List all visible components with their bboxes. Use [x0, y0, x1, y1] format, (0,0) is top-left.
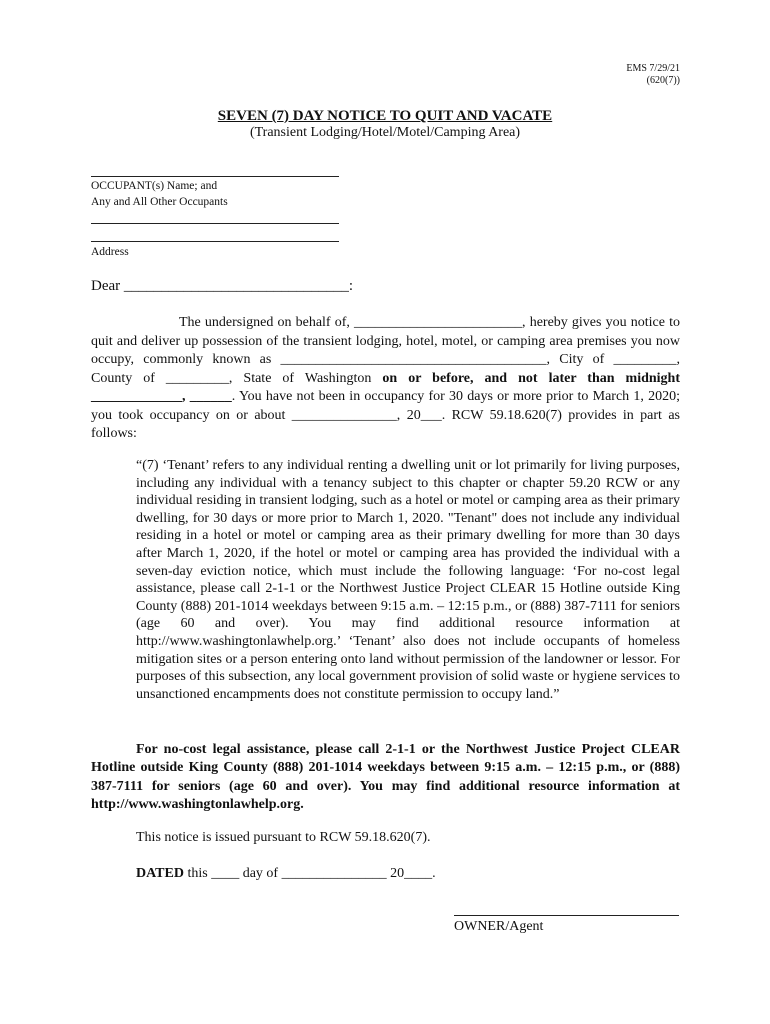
occupant-name-line [91, 176, 339, 177]
address-line-2 [91, 241, 339, 242]
signature-label: OWNER/Agent [454, 919, 544, 934]
document-title: SEVEN (7) DAY NOTICE TO QUIT AND VACATE [217, 108, 553, 124]
dated-label: DATED [136, 866, 184, 881]
rcw-quote: “(7) ‘Tenant’ refers to any individual renting a dwelling unit or lot primarily for living purposes, including any individual with a tenancy subject to this chapter or chapter 59.20 RCW or any individual residing in transient lodging, such as a hotel or motel or camping area as their primary dwelling, for 30 days or more prior to March 1, 2020. "Tenant" does not include any individual residing in a hotel or motel or camping area as their primary dwelling for more than 30 days after March 1, 2020, if the hotel or motel or camping area has provided the individual with a seven-day eviction notice, which must include the following language: ‘For no-cost legal assistance, please call 2-1-1 or the Northwest Justice Project CLEAR 15 Hotline outside King County (888) 201-1014 weekdays between 9:15 a.m. – 12:15 p.m., or (888) 387-7111 for seniors (age 60 and over). You may find additional resource information at http://www.washingtonlawhelp.org.’ ‘Tenant’ also does not include occupants of homeless mitigation sites or a person entering onto land without permission of the landowner or lessor. For purposes of this subsection, any local government provision of solid waste or hygiene services to unsanctioned encampments does not constitute permission to occupy land.” [136, 458, 680, 702]
form-code: EMS 7/29/21 [626, 63, 680, 74]
legal-assistance-paragraph [91, 741, 680, 814]
form-reference [626, 63, 680, 87]
notice-text-1: The undersigned on behalf of, ________________________, hereby gives you notice to quit and deliver up possession of the transient lodging, hotel, motel, or camping area premises you now occupy, commonly known as ______________________________________, City of _________, County of _________, State of Washington [91, 315, 680, 386]
occupant-label [91, 178, 228, 210]
address-label: Address [91, 246, 129, 258]
signature-line [454, 915, 679, 916]
notice-paragraph [91, 314, 680, 444]
salutation: Dear ______________________________: [91, 278, 354, 294]
dated-line [136, 866, 436, 882]
address-line-1 [91, 223, 339, 224]
issued-statement: This notice is issued pursuant to RCW 59.18.620(7). [136, 830, 431, 845]
notice-deadline: on or before, and not later than midnight _____________, ______ [91, 370, 681, 404]
dated-rest: this ____ day of _______________ 20____. [183, 866, 436, 881]
occupant-label-line1: OCCUPANT(s) Name; and [91, 180, 218, 192]
legal-assistance-text: For no-cost legal assistance, please call 2-1-1 or the Northwest Justice Project CLEAR Hotline outside King County (888) 201-1014 weekdays between 9:15 a.m. – 12:15 p.m., or (888) 387-7111 for seniors (age 60 and over). You may find additional resource information at http://www.washingtonlawhelp.org. [91, 742, 680, 812]
document-subtitle: (Transient Lodging/Hotel/Motel/Camping Area) [249, 125, 521, 140]
occupant-label-line2: Any and All Other Occupants [91, 196, 228, 208]
form-ref: (620(7)) [646, 75, 680, 86]
notice-text-2: . You have not been in occupancy for 30 days or more prior to March 1, 2020; you took occupancy on or about _______________, 20___. RCW 59.18.620(7) provides in part as follows: [91, 389, 681, 441]
